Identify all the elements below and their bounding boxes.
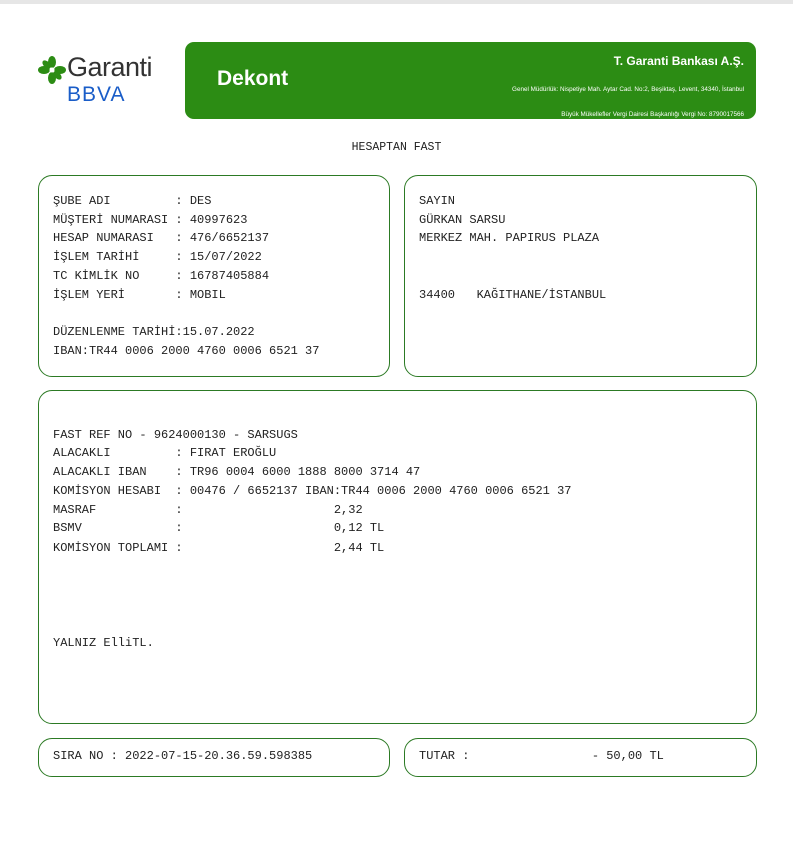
- customer-number: MÜŞTERİ NUMARASI : 40997623: [53, 213, 248, 227]
- document-title: Dekont: [217, 67, 289, 90]
- commission-total: KOMİSYON TOPLAMI : 2,44 TL: [53, 541, 385, 555]
- bank-address-line: Genel Müdürlük: Nispetiye Mah. Aytar Cad. No:2, Beşiktaş, Levent, 34340, İstanbul: [512, 86, 744, 94]
- bank-name: T. Garanti Bankası A.Ş.: [613, 54, 744, 68]
- recipient-iban: ALACAKLI IBAN : TR96 0004 6000 1888 8000 3714 47: [53, 465, 421, 479]
- customer-address: MERKEZ MAH. PAPIRUS PLAZA: [419, 231, 600, 245]
- transaction-place: İŞLEM YERİ : MOBIL: [53, 288, 226, 302]
- logo-name: Garanti: [67, 52, 153, 82]
- customer-box: [404, 175, 757, 377]
- account-iban: IBAN:TR44 0006 2000 4760 0006 6521 37: [53, 344, 320, 358]
- logo-sub: BBVA: [67, 83, 126, 106]
- recipient-name: ALACAKLI : FIRAT EROĞLU: [53, 446, 277, 460]
- customer-name: GÜRKAN SARSU: [419, 213, 506, 227]
- issue-date: DÜZENLENME TARİHİ:15.07.2022: [53, 325, 255, 339]
- bank-address-line: Büyük Mükellefler Vergi Dairesi Başkanlığı Vergi No: 8790017566: [561, 111, 744, 119]
- bank-address-line: www.garantibbva.com.tr: [676, 160, 744, 168]
- top-divider: [0, 0, 793, 4]
- bsmv-tax: BSMV : 0,12 TL: [53, 521, 385, 535]
- tc-id-number: TC KİMLİK NO : 16787405884: [53, 269, 270, 283]
- bank-address-line: Mersis Numarası: 0879 0017 5660 0379: [631, 135, 744, 143]
- clover-icon: [38, 56, 66, 84]
- fast-ref-number: FAST REF NO - 9624000130 - SARSUGS: [53, 428, 298, 442]
- transaction-type: HESAPTAN FAST: [351, 141, 442, 154]
- amount-in-words: YALNIZ ElliTL.: [53, 636, 154, 650]
- garanti-bbva-logo: [38, 54, 178, 108]
- branch-name: ŞUBE ADI : DES: [53, 194, 212, 208]
- transaction-date: İŞLEM TARİHİ : 15/07/2022: [53, 250, 262, 264]
- fee: MASRAF : 2,32: [53, 503, 363, 517]
- account-number: HESAP NUMARASI : 476/6652137: [53, 231, 270, 245]
- sequence-number: SIRA NO : 2022-07-15-20.36.59.598385: [53, 749, 313, 763]
- bank-address: [512, 70, 744, 185]
- customer-city: 34400 KAĞITHANE/İSTANBUL: [419, 288, 607, 302]
- total-amount: TUTAR : - 50,00 TL: [419, 749, 664, 763]
- commission-account: KOMİSYON HESABI : 00476 / 6652137 IBAN:TR44 0006 2000 4760 0006 6521 37: [53, 484, 572, 498]
- salutation: SAYIN: [419, 194, 456, 208]
